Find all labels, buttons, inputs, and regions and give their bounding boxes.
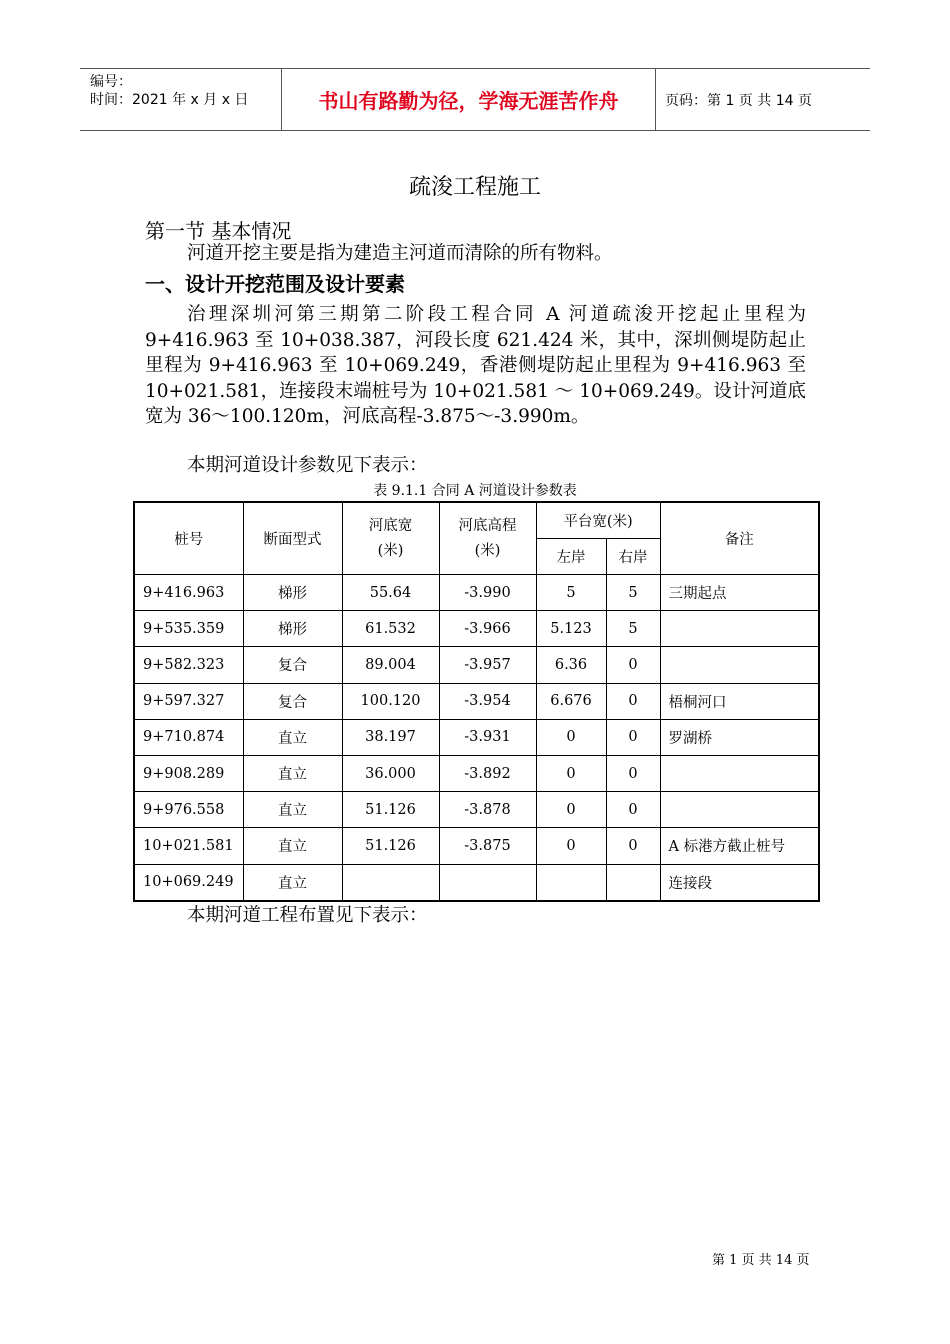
cell-bed-width: 36.000	[342, 755, 439, 791]
page-footer: 第 1 页 共 14 页	[712, 1253, 810, 1268]
cell-section-type: 复合	[243, 683, 342, 719]
cell-left-bank: 6.36	[536, 647, 606, 683]
cell-bed-elevation: -3.931	[439, 719, 536, 755]
cell-remarks: 罗湖桥	[660, 719, 819, 755]
cell-remarks: 连接段	[660, 864, 819, 901]
table-row	[134, 828, 819, 864]
header-left-bank: 左岸	[536, 539, 606, 575]
cell-left-bank	[536, 864, 606, 901]
page-header	[80, 68, 870, 131]
cell-remarks	[660, 792, 819, 828]
table-row	[134, 683, 819, 719]
cell-left-bank: 5.123	[536, 611, 606, 647]
cell-station: 10+021.581	[134, 828, 243, 864]
header-motto: 书山有路勤为径，学海无涯苦作舟	[281, 69, 656, 130]
cell-bed-elevation: -3.892	[439, 755, 536, 791]
cell-section-type: 直立	[243, 719, 342, 755]
paragraph-table-intro: 本期河道设计参数见下表示：	[187, 455, 428, 476]
document-title: 疏浚工程施工	[408, 175, 541, 200]
cell-section-type: 复合	[243, 647, 342, 683]
table-row	[134, 864, 819, 901]
cell-remarks	[660, 755, 819, 791]
cell-right-bank: 5	[606, 611, 660, 647]
cell-section-type: 直立	[243, 792, 342, 828]
header-bed-width: 河底宽 (米)	[342, 502, 439, 575]
cell-remarks: A 标港方截止桩号	[660, 828, 819, 864]
cell-station: 9+908.289	[134, 755, 243, 791]
cell-section-type: 梯形	[243, 611, 342, 647]
table-caption: 表 9.1.1 合同 A 河道设计参数表	[373, 483, 577, 499]
cell-right-bank: 0	[606, 683, 660, 719]
cell-bed-elevation: -3.957	[439, 647, 536, 683]
cell-remarks	[660, 647, 819, 683]
table-row	[134, 575, 819, 611]
cell-bed-elevation: -3.875	[439, 828, 536, 864]
cell-right-bank: 0	[606, 719, 660, 755]
cell-right-bank: 0	[606, 828, 660, 864]
cell-bed-width	[342, 864, 439, 901]
header-meta	[80, 69, 280, 130]
header-station: 桩号	[134, 502, 243, 575]
cell-section-type: 梯形	[243, 575, 342, 611]
cell-station: 9+976.558	[134, 792, 243, 828]
cell-bed-elevation: -3.954	[439, 683, 536, 719]
cell-right-bank: 0	[606, 647, 660, 683]
cell-station: 10+069.249	[134, 864, 243, 901]
number-label: 编号：	[90, 74, 132, 90]
cell-left-bank: 0	[536, 828, 606, 864]
table-row	[134, 611, 819, 647]
cell-station: 9+710.874	[134, 719, 243, 755]
cell-bed-width: 89.004	[342, 647, 439, 683]
design-parameters-table	[133, 501, 820, 902]
table-row	[134, 647, 819, 683]
cell-station: 9+416.963	[134, 575, 243, 611]
cell-remarks: 梧桐河口	[660, 683, 819, 719]
cell-left-bank: 0	[536, 719, 606, 755]
header-platform-width: 平台宽(米)	[536, 502, 660, 539]
cell-bed-width: 100.120	[342, 683, 439, 719]
cell-bed-width: 51.126	[342, 792, 439, 828]
cell-right-bank	[606, 864, 660, 901]
cell-bed-elevation: -3.966	[439, 611, 536, 647]
cell-remarks	[660, 611, 819, 647]
time-label: 时间：2021 年 x 月 x 日	[90, 92, 249, 108]
cell-bed-elevation: -3.990	[439, 575, 536, 611]
cell-left-bank: 6.676	[536, 683, 606, 719]
cell-section-type: 直立	[243, 755, 342, 791]
cell-right-bank: 5	[606, 575, 660, 611]
header-remarks: 备注	[660, 502, 819, 575]
table-row	[134, 719, 819, 755]
cell-remarks: 三期起点	[660, 575, 819, 611]
paragraph-layout-intro: 本期河道工程布置见下表示：	[187, 905, 428, 926]
cell-station: 9+582.323	[134, 647, 243, 683]
cell-left-bank: 0	[536, 792, 606, 828]
cell-right-bank: 0	[606, 755, 660, 791]
cell-section-type: 直立	[243, 828, 342, 864]
section-heading-basic: 第一节 基本情况	[145, 219, 292, 243]
cell-left-bank: 5	[536, 575, 606, 611]
cell-left-bank: 0	[536, 755, 606, 791]
cell-station: 9+597.327	[134, 683, 243, 719]
cell-bed-elevation	[439, 864, 536, 901]
cell-bed-width: 55.64	[342, 575, 439, 611]
cell-bed-width: 51.126	[342, 828, 439, 864]
header-page-label: 页码：第 1 页 共 14 页	[665, 92, 812, 109]
cell-station: 9+535.359	[134, 611, 243, 647]
cell-bed-width: 38.197	[342, 719, 439, 755]
paragraph-design-scope: 治理深圳河第三期第二阶段工程合同 A 河道疏浚开挖起止里程为 9+416.963 至 10+038.387，河段长度 621.424 米，其中，深圳侧堤防起止里程为 9+416.963 至 10+069.249，香港侧堤防起止里程为 9+416.963 至 10+021.581，连接段末端桩号为 10+021.581 ～ 10+069.249。设计河道底宽为 36～100.120m，河底高程-3.875～-3.990m。	[145, 304, 806, 427]
cell-section-type: 直立	[243, 864, 342, 901]
header-section-type: 断面型式	[243, 502, 342, 575]
header-right-bank: 右岸	[606, 539, 660, 575]
paragraph-intro: 河道开挖主要是指为建造主河道而清除的所有物料。	[187, 243, 613, 264]
header-bed-elevation: 河底高程 (米)	[439, 502, 536, 575]
section-heading-design: 一、设计开挖范围及设计要素	[145, 272, 405, 296]
table-row	[134, 755, 819, 791]
table-row	[134, 792, 819, 828]
cell-bed-width: 61.532	[342, 611, 439, 647]
cell-right-bank: 0	[606, 792, 660, 828]
cell-bed-elevation: -3.878	[439, 792, 536, 828]
